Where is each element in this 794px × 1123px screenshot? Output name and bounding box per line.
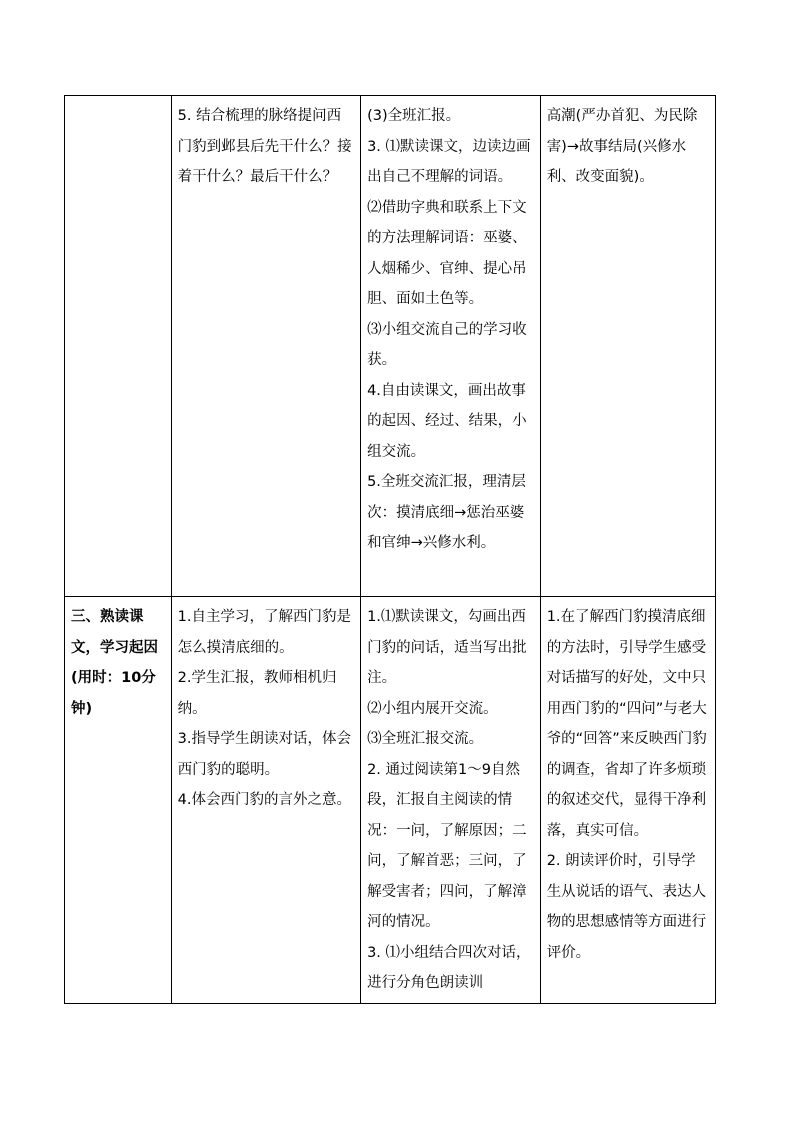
student-activity-text: ⑶全班汇报交流。	[367, 731, 484, 747]
design-notes-text: 2. 朗读评价时，引导学生从说话的语气、表达人物的思想感情等方面进行评价。	[546, 853, 707, 961]
student-activity-text: (3)全班汇报。	[367, 108, 461, 124]
teacher-activity-cell	[171, 597, 360, 1004]
design-notes-text: 高潮(严办首犯、为民除害)→故事结局(兴修水利、改变面貌)。	[546, 108, 698, 185]
student-activity-text: ⑶小组交流自己的学习收获。	[367, 321, 527, 368]
table-row	[65, 597, 716, 1004]
student-activity-text: 1.⑴默读课文，勾画出西门豹的问话，适当写出批注。	[367, 609, 527, 686]
design-notes-cell	[540, 597, 715, 1004]
teacher-activity-text: 1.自主学习，了解西门豹是怎么摸清底细的。	[177, 609, 352, 656]
student-activity-cell	[361, 96, 541, 597]
student-activity-text: 3. ⑴默读课文，边读边画出自己不理解的词语。	[367, 138, 531, 185]
student-activity-text: 4.自由读课文，画出故事的起因、经过、结果，小组交流。	[367, 382, 527, 460]
teacher-activity-text: 3.指导学生朗读对话，体会西门豹的聪明。	[177, 731, 352, 778]
student-activity-text: 2. 通过阅读第1～9自然段，汇报自主阅读的情况：一问，了解原因；二问，了解首恶；三问，了解受害者；四问，了解漳河的情况。	[367, 761, 527, 930]
table-row	[65, 96, 716, 597]
stage-cell: 三、熟读课文，学习起因(用时：10分钟)	[65, 597, 172, 1004]
teacher-activity-text: 4.体会西门豹的言外之意。	[177, 792, 352, 808]
lesson-plan-table	[64, 95, 716, 1004]
design-notes-cell	[540, 96, 715, 597]
teacher-activity-text: 5. 结合梳理的脉络提问西门豹到邺县后先干什么？接着干什么？最后干什么？	[177, 108, 352, 185]
student-activity-text: 3. ⑴小组结合四次对话，进行分角色朗读训	[367, 944, 531, 991]
design-notes-text: 1.在了解西门豹摸清底细的方法时，引导学生感受对话描写的好处，文中只用西门豹的“四问”与老大爷的“回答”来反映西门豹的调查，省却了许多烦琐的叙述交代，显得干净利落，真实可信。	[546, 609, 707, 839]
student-activity-cell	[361, 597, 541, 1004]
student-activity-text: ⑵借助字典和联系上下文的方法理解词语：巫婆、人烟稀少、官绅、提心吊胆、面如土色等。	[367, 199, 527, 307]
stage-cell	[65, 96, 172, 597]
student-activity-text: 5.全班交流汇报，理清层次：摸清底细→惩治巫婆和官绅→兴修水利。	[367, 474, 526, 551]
teacher-activity-cell	[171, 96, 360, 597]
teacher-activity-text: 2.学生汇报，教师相机归纳。	[177, 670, 337, 717]
student-activity-text: ⑵小组内展开交流。	[367, 700, 498, 717]
